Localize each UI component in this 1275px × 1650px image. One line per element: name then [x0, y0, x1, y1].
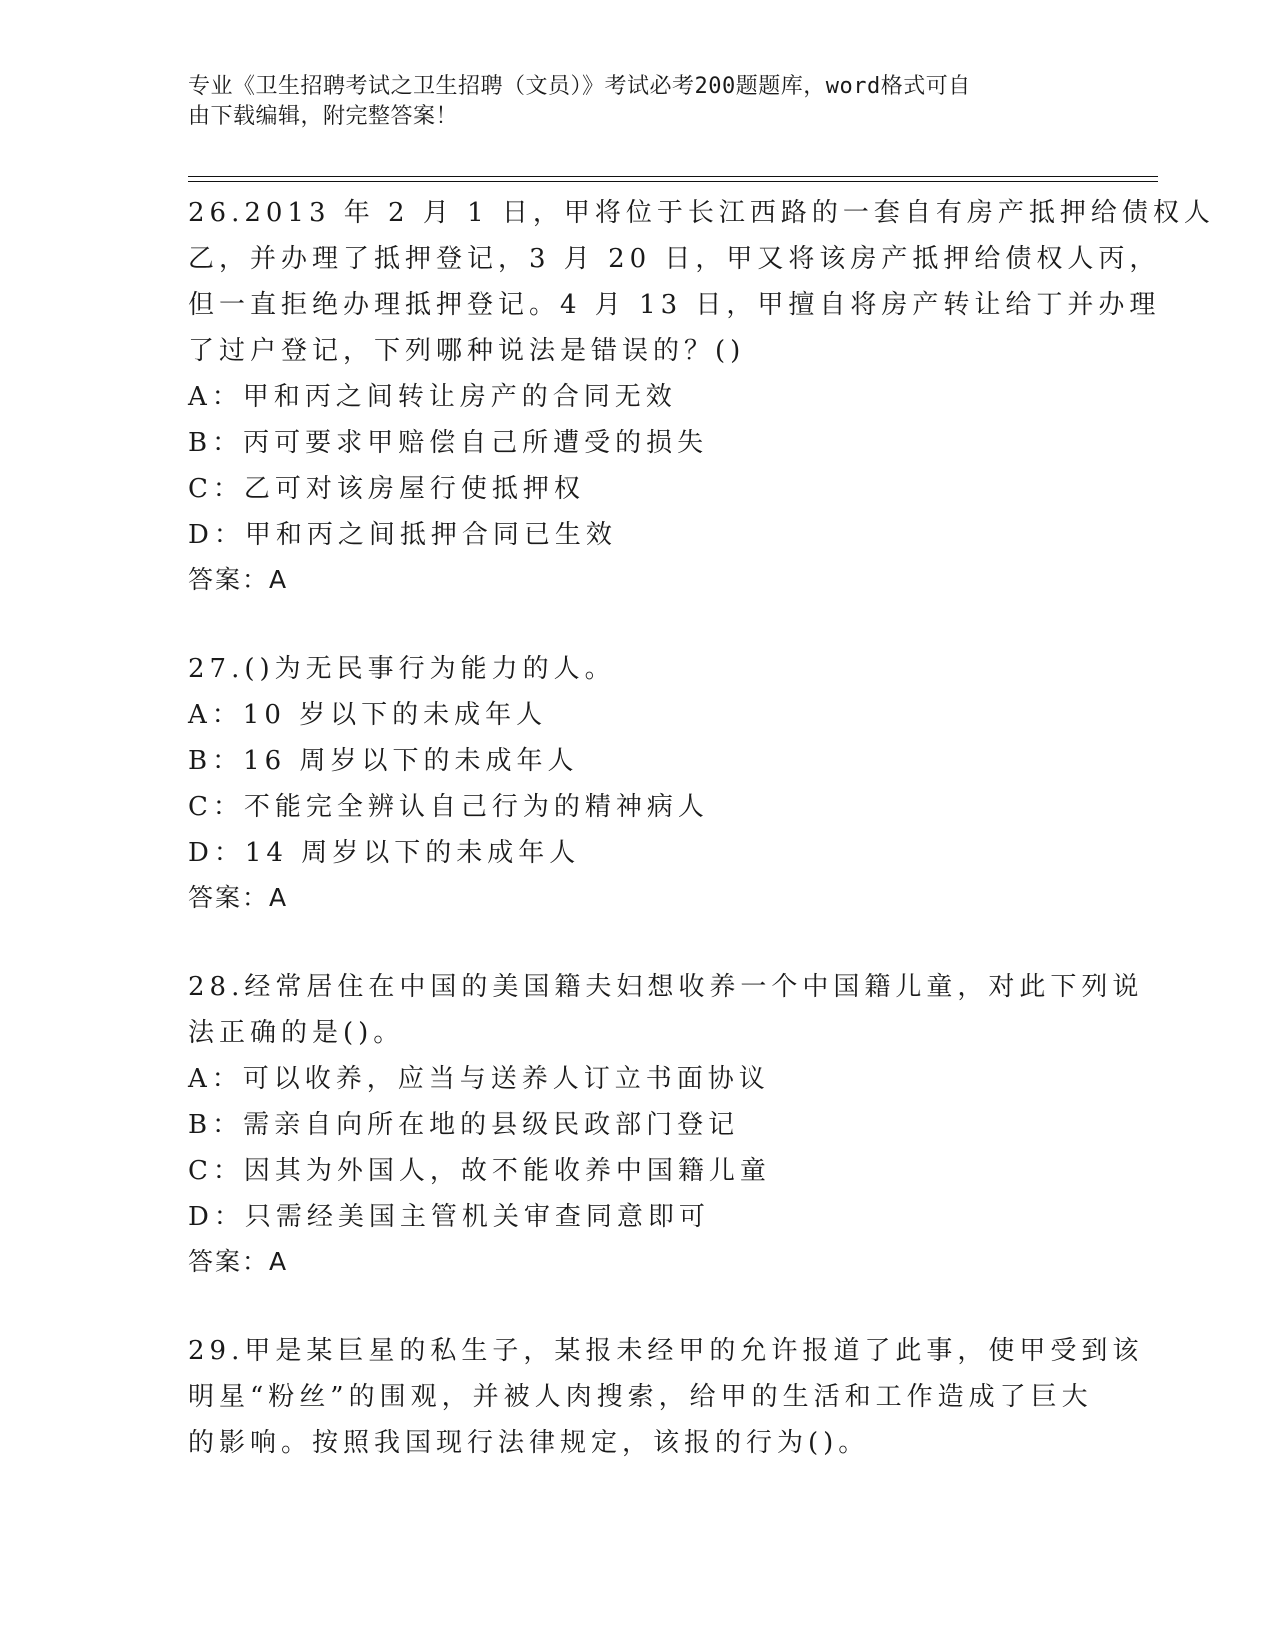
- answer-label: 答案：A: [188, 565, 289, 594]
- header-divider-top: [188, 176, 1158, 177]
- option-b: B：16 周岁以下的未成年人: [188, 746, 579, 776]
- question-stem-line: 27.()为无民事行为能力的人。: [188, 654, 616, 684]
- option-d: D：14 周岁以下的未成年人: [188, 838, 581, 868]
- question-stem-line: 法正确的是()。: [188, 1018, 405, 1048]
- option-c: C：因其为外国人，故不能收养中国籍儿童: [188, 1156, 771, 1186]
- option-d: D：只需经美国主管机关审查同意即可: [188, 1202, 710, 1232]
- answer-label: 答案：A: [188, 1247, 289, 1276]
- option-a: A：可以收养，应当与送养人订立书面协议: [188, 1064, 770, 1094]
- answer-label: 答案：A: [188, 883, 289, 912]
- option-a: A：甲和丙之间转让房产的合同无效: [188, 382, 677, 412]
- header-line-2: 由下载编辑，附完整答案！: [188, 104, 459, 129]
- question-stem-line: 但一直拒绝办理抵押登记。4 月 13 日，甲擅自将房产转让给丁并办理: [188, 290, 1161, 320]
- option-b: B：需亲自向所在地的县级民政部门登记: [188, 1110, 740, 1140]
- question-29: [188, 1328, 1144, 1466]
- header-line-1: 专业《卫生招聘考试之卫生招聘（文员）》考试必考200题题库，word格式可自: [188, 74, 971, 99]
- document-header: [188, 72, 1068, 132]
- question-stem-line: 29.甲是某巨星的私生子，某报未经甲的允许报道了此事，使甲受到该: [188, 1336, 1144, 1366]
- option-c: C：乙可对该房屋行使抵押权: [188, 474, 585, 504]
- question-list: [188, 190, 1215, 1510]
- question-26: [188, 190, 1215, 602]
- question-stem-line: 明星“粉丝”的围观，并被人肉搜索，给甲的生活和工作造成了巨大: [188, 1382, 1093, 1412]
- question-28: [188, 964, 1144, 1284]
- question-stem-line: 28.经常居住在中国的美国籍夫妇想收养一个中国籍儿童，对此下列说: [188, 972, 1144, 1002]
- question-stem-line: 了过户登记，下列哪种说法是错误的？(): [188, 336, 746, 366]
- question-stem-line: 乙，并办理了抵押登记，3 月 20 日，甲又将该房产抵押给债权人丙，: [188, 244, 1161, 274]
- option-c: C：不能完全辨认自己行为的精神病人: [188, 792, 709, 822]
- question-stem-line: 26.2013 年 2 月 1 日，甲将位于长江西路的一套自有房产抵押给债权人: [188, 198, 1215, 228]
- option-a: A：10 岁以下的未成年人: [188, 700, 548, 730]
- header-divider-bottom: [188, 181, 1158, 182]
- question-27: [188, 646, 1088, 920]
- option-b: B：丙可要求甲赔偿自己所遭受的损失: [188, 428, 709, 458]
- option-d: D：甲和丙之间抵押合同已生效: [188, 520, 617, 550]
- question-stem-line: 的影响。按照我国现行法律规定，该报的行为()。: [188, 1428, 870, 1458]
